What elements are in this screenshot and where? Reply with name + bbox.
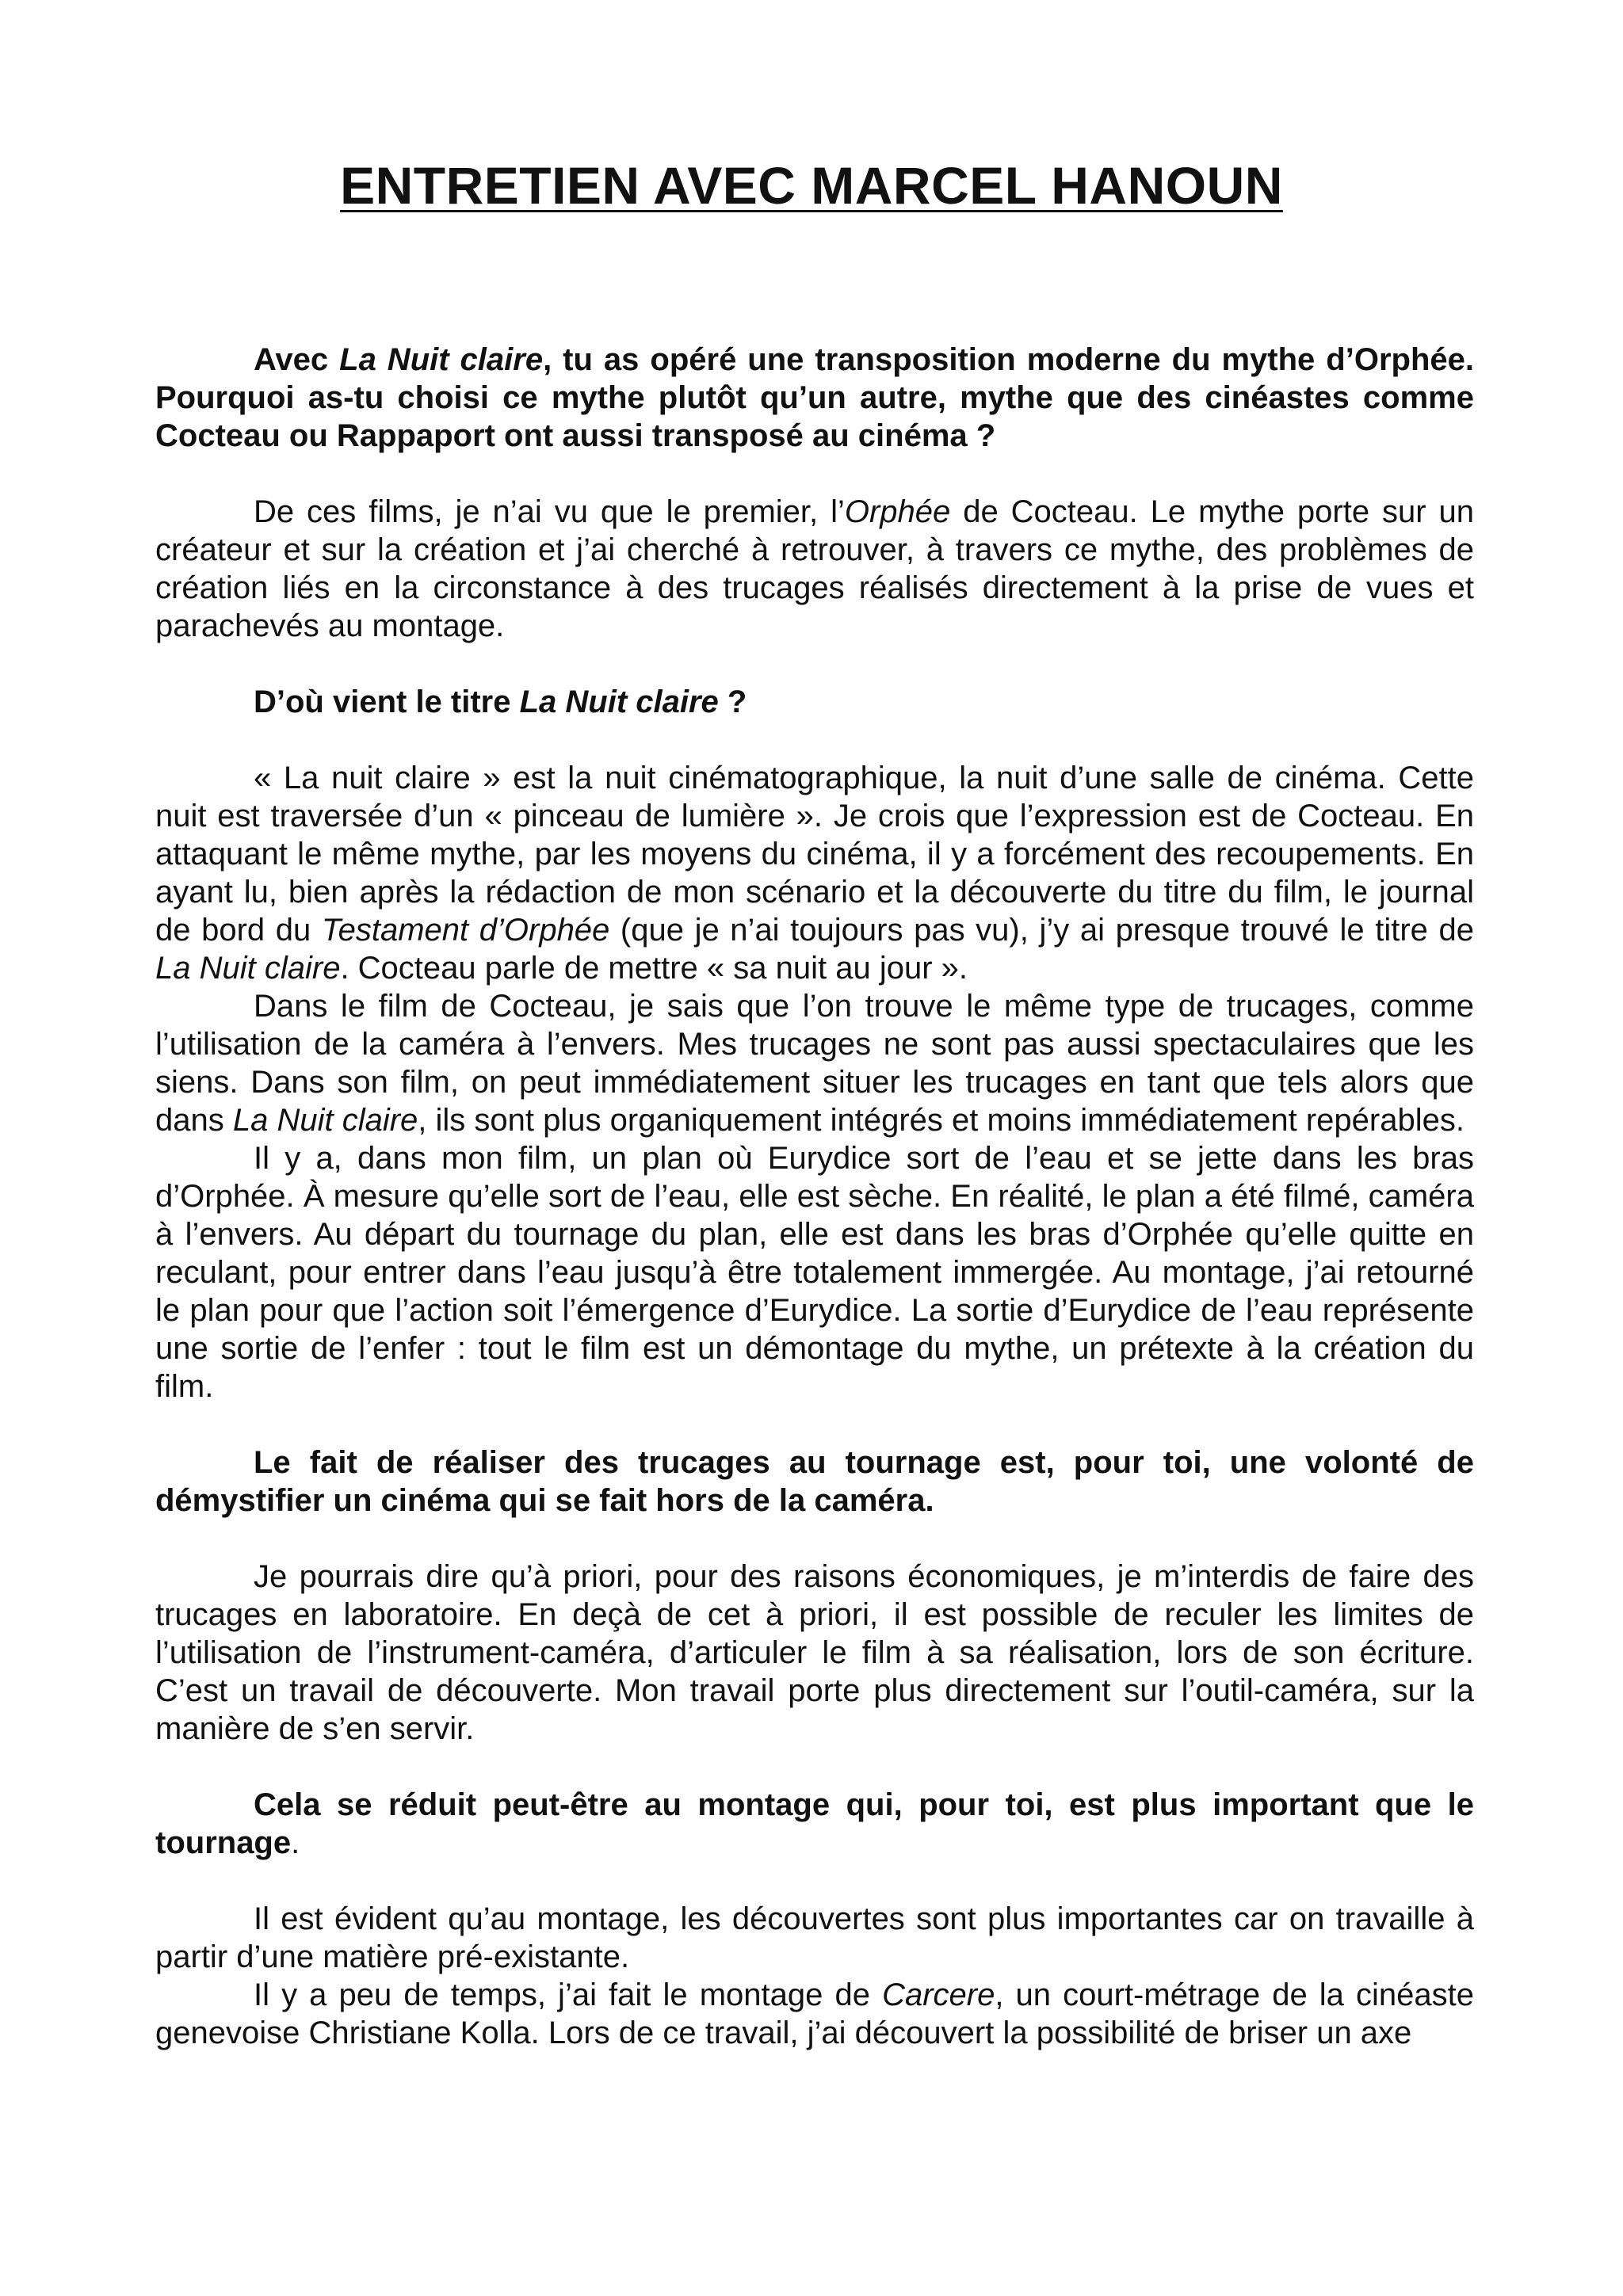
answer-1 (155, 493, 1474, 645)
question-3: Le fait de réaliser des trucages au tournage est, pour toi, une volonté de démystifier un cinéma qui se fait hors de la caméra. (155, 1445, 1474, 1518)
film-title-orphee: Orphée (844, 494, 951, 529)
answer-4-paragraph-2 (155, 1976, 1474, 2052)
question-1 (155, 341, 1474, 455)
question-1-text-a: Avec (254, 342, 340, 377)
answer-2-paragraph-3: Il y a, dans mon film, un plan où Eurydice sort de l’eau et se jette dans les bras d’Orphée. À mesure qu’elle sort de l’eau, elle est sèche. En réalité, le plan a été filmé, caméra à l’envers. Au départ du tournage du plan, elle est dans les bras d’Orphée qu’elle quitte en reculant, pour entrer dans l’eau jusqu’à être totalement immergée. Au montage, j’ai retourné le plan pour que l’action soit l’émergence d’Eurydice. La sortie d’Eurydice de l’eau représente une sortie de l’enfer : tout le film est un démontage du mythe, un prétexte à la création du film. (155, 1141, 1474, 1404)
answer-2-text-a: « La nuit claire » est la nuit cinématographique, la nuit d’une salle de cinéma. Cette nuit est traversée d’un « pinceau de lumière ». Je crois que l’expression est de Cocteau. En attaquant le même mythe, par les moyens du cinéma, il y a forcément des recoupements. En ayant lu, bien après la rédaction de mon scénario et la découverte du titre du film, le journal de bord du (155, 761, 1474, 948)
film-title-la-nuit-claire: La Nuit claire (232, 1103, 418, 1138)
question-4 (155, 1786, 1474, 1862)
film-title-la-nuit-claire: La Nuit claire (339, 342, 544, 377)
answer-2-paragraph-1 (155, 759, 1474, 987)
film-title-carcere: Carcere (882, 1978, 995, 2012)
answer-3: Je pourrais dire qu’à priori, pour des raisons économiques, je m’interdis de faire des trucages en laboratoire. En deçà de cet à priori, il est possible de reculer les limites de l’utilisation de l’instrument-caméra, d’articuler le film à sa réalisation, lors de son écriture. C’est un travail de découverte. Mon travail porte plus directement sur l’outil-caméra, sur la manière de s’en servir. (155, 1559, 1474, 1746)
question-2-text-a: D’où vient le titre (254, 685, 520, 719)
answer-2-p2-text-b: , ils sont plus organiquement intégrés et moins immédiatement repérables. (418, 1103, 1465, 1138)
answer-4-p2-text-b: , un court-métrage de la cinéaste genevoise Christiane Kolla. Lors de ce travail, j’ai découvert la possibilité de briser un axe (155, 1978, 1474, 2050)
question-4-period: . (291, 1825, 300, 1860)
film-title-la-nuit-claire: La Nuit claire (519, 685, 719, 719)
page-title-text: ENTRETIEN AVEC MARCEL HANOUN (340, 156, 1283, 215)
answer-1-text-a: De ces films, je n’ai vu que le premier, l’ (254, 494, 845, 529)
answer-2-text-c: . Cocteau parle de mettre « sa nuit au jour ». (340, 951, 968, 986)
answer-2-paragraph-2 (155, 987, 1474, 1139)
answer-1-text-b: de Cocteau. Le mythe porte sur un créateur et sur la création et j’ai cherché à retrouver, à travers ce mythe, des problèmes de création liés en la circonstance à des trucages réalisés directement à la prise de vues et parachevés au montage. (155, 494, 1475, 643)
question-2 (155, 683, 1474, 721)
question-4-text: Cela se réduit peut-être au montage qui, pour toi, est plus important que le tournage (155, 1787, 1474, 1860)
answer-2-text-b: (que je n’ai toujours pas vu), j’y ai presque trouvé le titre de (609, 913, 1474, 948)
page-title (0, 155, 1623, 215)
film-title-la-nuit-claire: La Nuit claire (155, 951, 341, 986)
question-2-text-b: ? (718, 685, 747, 719)
answer-2-p2-text-a: Dans le film de Cocteau, je sais que l’on trouve le même type de trucages, comme l’utilisation de la caméra à l’envers. Mes trucages ne sont pas aussi spectaculaires que les siens. Dans son film, on peut immédiatement situer les trucages en tant que tels alors que dans (155, 989, 1474, 1138)
film-title-testament: Testament d’Orphée (321, 913, 610, 948)
answer-4-p2-text-a: Il y a peu de temps, j’ai fait le montage de (254, 1978, 883, 2012)
answer-4-paragraph-1: Il est évident qu’au montage, les découvertes sont plus importantes car on travaille à partir d’une matière pré-existante. (155, 1901, 1474, 1974)
question-1-text-b: , tu as opéré une transposition moderne du mythe d’Orphée. Pourquoi as-tu choisi ce mythe plutôt qu’un autre, mythe que des cinéastes comme Cocteau ou Rappaport ont aussi transposé au cinéma ? (155, 342, 1474, 453)
interview-body (155, 341, 1474, 2052)
